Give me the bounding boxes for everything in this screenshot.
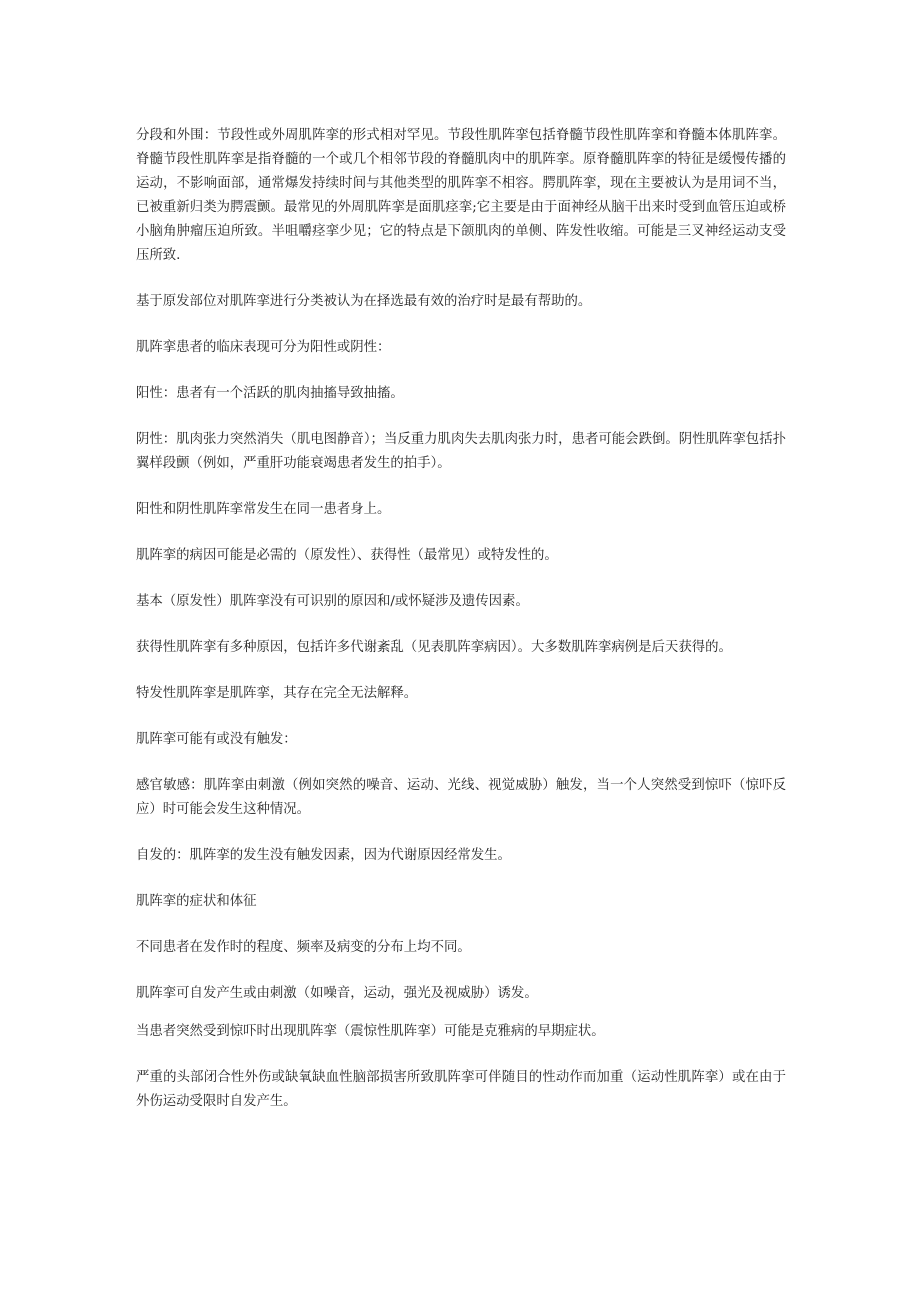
paragraph-essential: 基本（原发性）肌阵挛没有可识别的原因和/或怀疑涉及遗传因素。 xyxy=(136,594,529,609)
paragraph-acquired: 获得性肌阵挛有多种原因，包括许多代谢紊乱（见表肌阵挛病因）。大多数肌阵挛病例是后天获得的。 xyxy=(136,640,732,655)
paragraph-classification-by-origin: 基于原发部位对肌阵挛进行分类被认为在择选最有效的治疗时是最有帮助的。 xyxy=(136,294,592,309)
paragraph-sensory-sensitive: 感官敏感：肌阵挛由刺激（例如突然的噪音、运动、光线、视觉威胁）触发，当一个人突然受到惊吓（惊吓反应）时可能会发生这种情况。 xyxy=(136,778,786,817)
paragraph-idiopathic: 特发性肌阵挛是肌阵挛，其存在完全无法解释。 xyxy=(136,686,418,701)
paragraph-positive: 阳性：患者有一个活跃的肌肉抽搐导致抽搐。 xyxy=(136,386,404,401)
paragraph-segmental-peripheral: 分段和外围：节段性或外周肌阵挛的形式相对罕见。节段性肌阵挛包括脊髓节段性肌阵挛和脊髓本体肌阵挛。脊髓节段性肌阵挛是指脊髓的一个或几个相邻节段的脊髓肌肉中的肌阵挛。原脊髓肌阵挛的特征是缓慢传播的运动，不影响面部，通常爆发持续时间与其他类型的肌阵挛不相容。腭肌阵挛，现在主要被认为是用词不当，已被重新归类为腭震颤。最常见的外周肌阵挛是面肌痉挛;它主要是由于面神经从脑干出来时受到血管压迫或桥小脑角肿瘤压迫所致。半咀嚼痉挛少见；它的特点是下颌肌肉的单侧、阵发性收缩。可能是三叉神经运动支受压所致. xyxy=(136,128,786,263)
paragraph-clinical-presentation: 肌阵挛患者的临床表现可分为阳性或阴性： xyxy=(136,340,391,355)
paragraph-startle-cjd: 当患者突然受到惊吓时出现肌阵挛（震惊性肌阵挛）可能是克雅病的早期症状。 xyxy=(136,1024,605,1039)
paragraph-positive-negative-same-patient: 阳性和阴性肌阵挛常发生在同一患者身上。 xyxy=(136,502,391,517)
paragraph-head-injury: 严重的头部闭合性外伤或缺氧缺血性脑部损害所致肌阵挛可伴随目的性动作而加重（运动性肌阵挛）或在由于外伤运动受限时自发产生。 xyxy=(136,1070,786,1109)
paragraph-etiology: 肌阵挛的病因可能是必需的（原发性）、获得性（最常见）或特发性的。 xyxy=(136,548,558,563)
document-body xyxy=(136,124,786,1136)
paragraph-negative: 阴性：肌肉张力突然消失（肌电图静音）；当反重力肌肉失去肌肉张力时，患者可能会跌倒。阴性肌阵挛包括扑翼样段颤（例如，严重肝功能衰竭患者发生的拍手）。 xyxy=(136,432,786,471)
paragraph-triggers: 肌阵挛可能有或没有触发： xyxy=(136,732,297,747)
paragraph-spontaneous: 自发的：肌阵挛的发生没有触发因素，因为代谢原因经常发生。 xyxy=(136,848,511,863)
paragraph-variation: 不同患者在发作时的程度、频率及病变的分布上均不同。 xyxy=(136,940,471,955)
paragraph-stimulus-induced: 肌阵挛可自发产生或由刺激（如噪音，运动，强光及视威胁）诱发。 xyxy=(136,986,538,1001)
section-heading-symptoms: 肌阵挛的症状和体征 xyxy=(136,894,257,909)
